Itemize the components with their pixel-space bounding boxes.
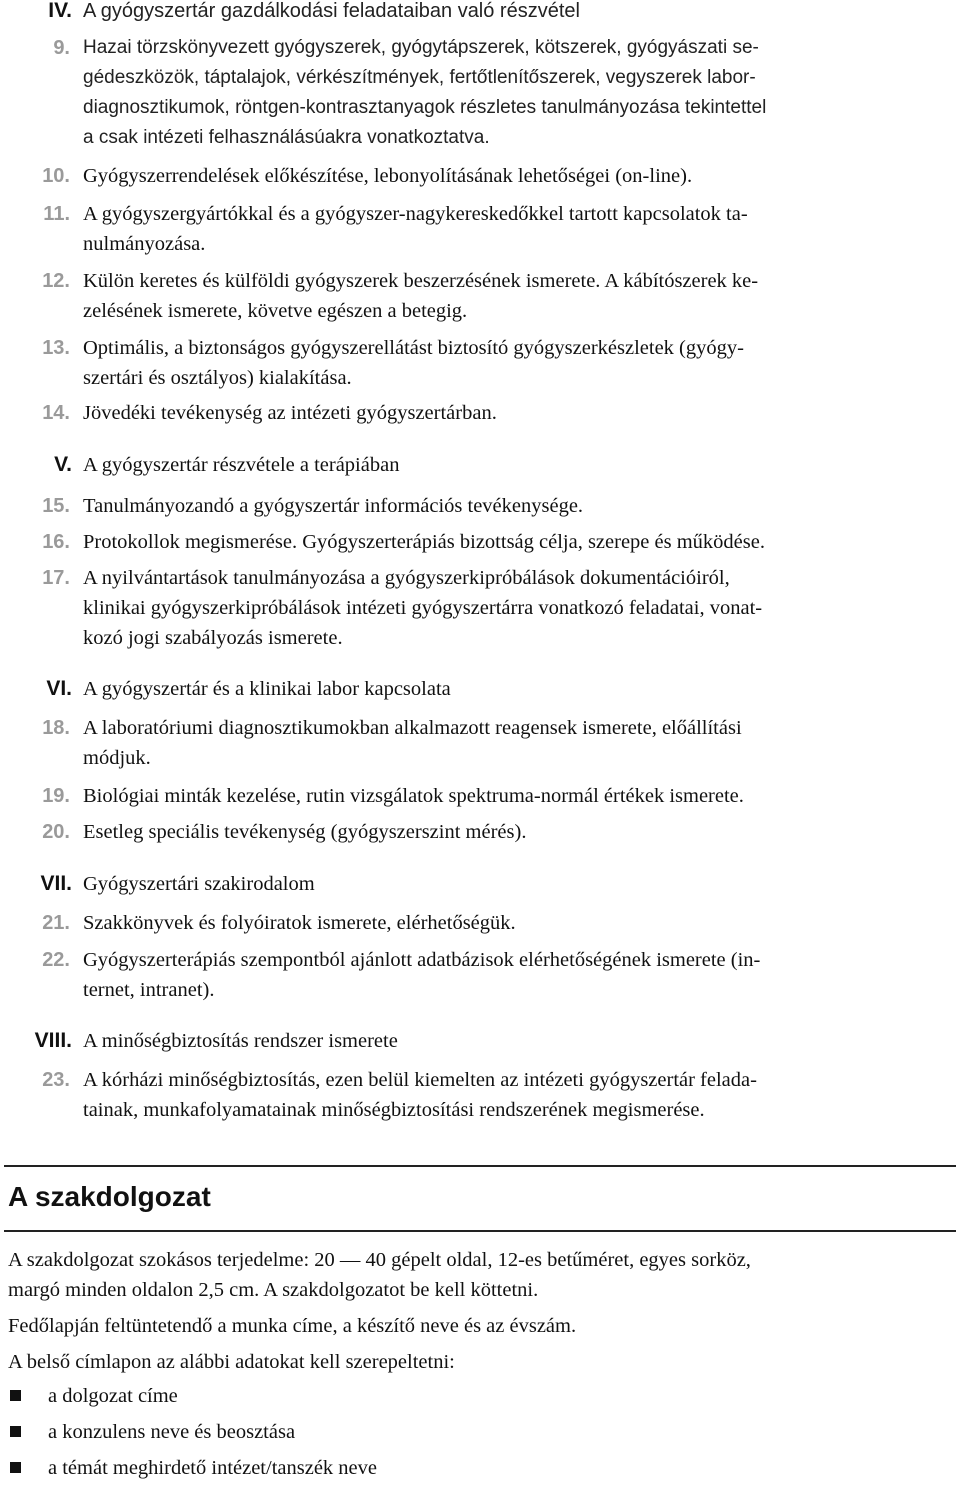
item-text-line: Külön keretes és külföldi gyógyszerek beszerzésének ismerete. A kábítószerek ke- [83, 270, 759, 292]
section-title: A gyógyszertár gazdálkodási feladataiban való részvétel [83, 0, 580, 22]
section-divider [4, 1165, 956, 1167]
item-text-line: Optimális, a biztonságos gyógyszerellátást biztosító gyógyszerkészletek (gyógy- [83, 337, 744, 359]
item-text-line: kozó jogi szabályozás ismerete. [83, 627, 343, 649]
bullet-item: a konzulens neve és beosztása [48, 1421, 296, 1443]
item-number: 23. [42, 1069, 70, 1091]
item-text-line: Esetleg speciális tevékenység (gyógyszerszint mérés). [83, 821, 527, 843]
item-number: 9. [53, 37, 70, 59]
item-text-line: Jövedéki tevékenység az intézeti gyógyszertárban. [83, 402, 497, 424]
thesis-paragraph-line: margó minden oldalon 2,5 cm. A szakdolgozatot be kell köttetni. [8, 1279, 539, 1301]
section-numeral: VII. [40, 872, 72, 895]
item-number: 12. [42, 270, 70, 292]
item-text-line: diagnosztikumok, röntgen-kontrasztanyagok részletes tanulmányozása tekintettel [83, 97, 767, 118]
section-title: Gyógyszertári szakirodalom [83, 873, 315, 895]
item-text-line: Hazai törzskönyvezett gyógyszerek, gyógytápszerek, kötszerek, gyógyászati se- [83, 37, 759, 58]
thesis-heading: A szakdolgozat [8, 1181, 211, 1212]
item-number: 18. [42, 717, 70, 739]
item-text-line: Szakkönyvek és folyóiratok ismerete, elérhetőségük. [83, 912, 516, 934]
section-title: A minőségbiztosítás rendszer ismerete [83, 1030, 398, 1052]
item-text-line: A laboratóriumi diagnosztikumokban alkalmazott reagensek ismerete, előállítási [83, 717, 742, 739]
item-text-line: Gyógyszerrendelések előkészítése, lebonyolításának lehetőségei (on-line). [83, 165, 693, 187]
item-number: 15. [42, 495, 70, 517]
item-text-line: Tanulmányozandó a gyógyszertár információs tevékenysége. [83, 495, 584, 517]
square-bullet-icon [10, 1426, 21, 1437]
item-number: 19. [42, 785, 70, 807]
item-number: 16. [42, 531, 70, 553]
item-number: 22. [42, 949, 70, 971]
item-text-line: A kórházi minőségbiztosítás, ezen belül kiemelten az intézeti gyógyszertár felada- [83, 1069, 757, 1091]
item-text-line: Gyógyszerterápiás szempontból ajánlott adatbázisok elérhetőségének ismerete (in- [83, 949, 761, 971]
item-text-line: módjuk. [83, 747, 151, 769]
item-text-line: nulmányozása. [83, 233, 206, 255]
item-number: 11. [43, 203, 70, 225]
section-numeral: V. [54, 453, 72, 476]
bullet-item: a témát meghirdető intézet/tanszék neve [48, 1457, 377, 1479]
square-bullet-icon [10, 1390, 21, 1401]
item-number: 14. [42, 402, 70, 424]
square-bullet-icon [10, 1462, 21, 1473]
section-title: A gyógyszertár és a klinikai labor kapcsolata [83, 678, 451, 700]
thesis-paragraph-line: A belső címlapon az alábbi adatokat kell szerepeltetni: [8, 1351, 455, 1373]
section-divider [4, 1230, 956, 1232]
item-text-line: Biológiai minták kezelése, rutin vizsgálatok spektruma-normál értékek ismerete. [83, 785, 744, 807]
thesis-paragraph-line: Fedőlapján feltüntetendő a munka címe, a készítő neve és az évszám. [8, 1315, 577, 1337]
thesis-paragraph-line: A szakdolgozat szokásos terjedelme: 20 — 40 gépelt oldal, 12-es betűméret, egyes sorköz, [8, 1249, 751, 1271]
item-number: 13. [42, 337, 70, 359]
item-text-line: A nyilvántartások tanulmányozása a gyógyszerkipróbálások dokumentációiról, [83, 567, 730, 589]
item-text-line: ternet, intranet). [83, 979, 215, 1001]
item-text-line: A gyógyszergyártókkal és a gyógyszer-nagykereskedőkkel tartott kapcsolatok ta- [83, 203, 748, 225]
section-title: A gyógyszertár részvétele a terápiában [83, 454, 400, 476]
item-text-line: Protokollok megismerése. Gyógyszerterápiás bizottság célja, szerepe és működése. [83, 531, 765, 553]
item-number: 17. [42, 567, 70, 589]
item-number: 21. [42, 912, 70, 934]
item-number: 20. [42, 821, 70, 843]
item-text-line: tainak, munkafolyamatainak minőségbiztosítási rendszerének megismerése. [83, 1099, 705, 1121]
bullet-item: a dolgozat címe [48, 1385, 178, 1407]
section-numeral: VIII. [34, 1029, 72, 1052]
section-numeral: IV. [48, 0, 72, 22]
item-number: 10. [42, 165, 70, 187]
item-text-line: zelésének ismerete, követve egészen a betegig. [83, 300, 468, 322]
item-text-line: gédeszközök, táptalajok, vérkészítmények, fertőtlenítőszerek, vegyszerek labor- [83, 67, 756, 88]
section-numeral: VI. [46, 677, 72, 700]
item-text-line: szertári és osztályos) kialakítása. [83, 367, 352, 389]
item-text-line: a csak intézeti felhasználásúakra vonatkoztatva. [83, 127, 490, 148]
item-text-line: klinikai gyógyszerkipróbálások intézeti gyógyszertárra vonatkozó feladatai, vonat- [83, 597, 763, 619]
